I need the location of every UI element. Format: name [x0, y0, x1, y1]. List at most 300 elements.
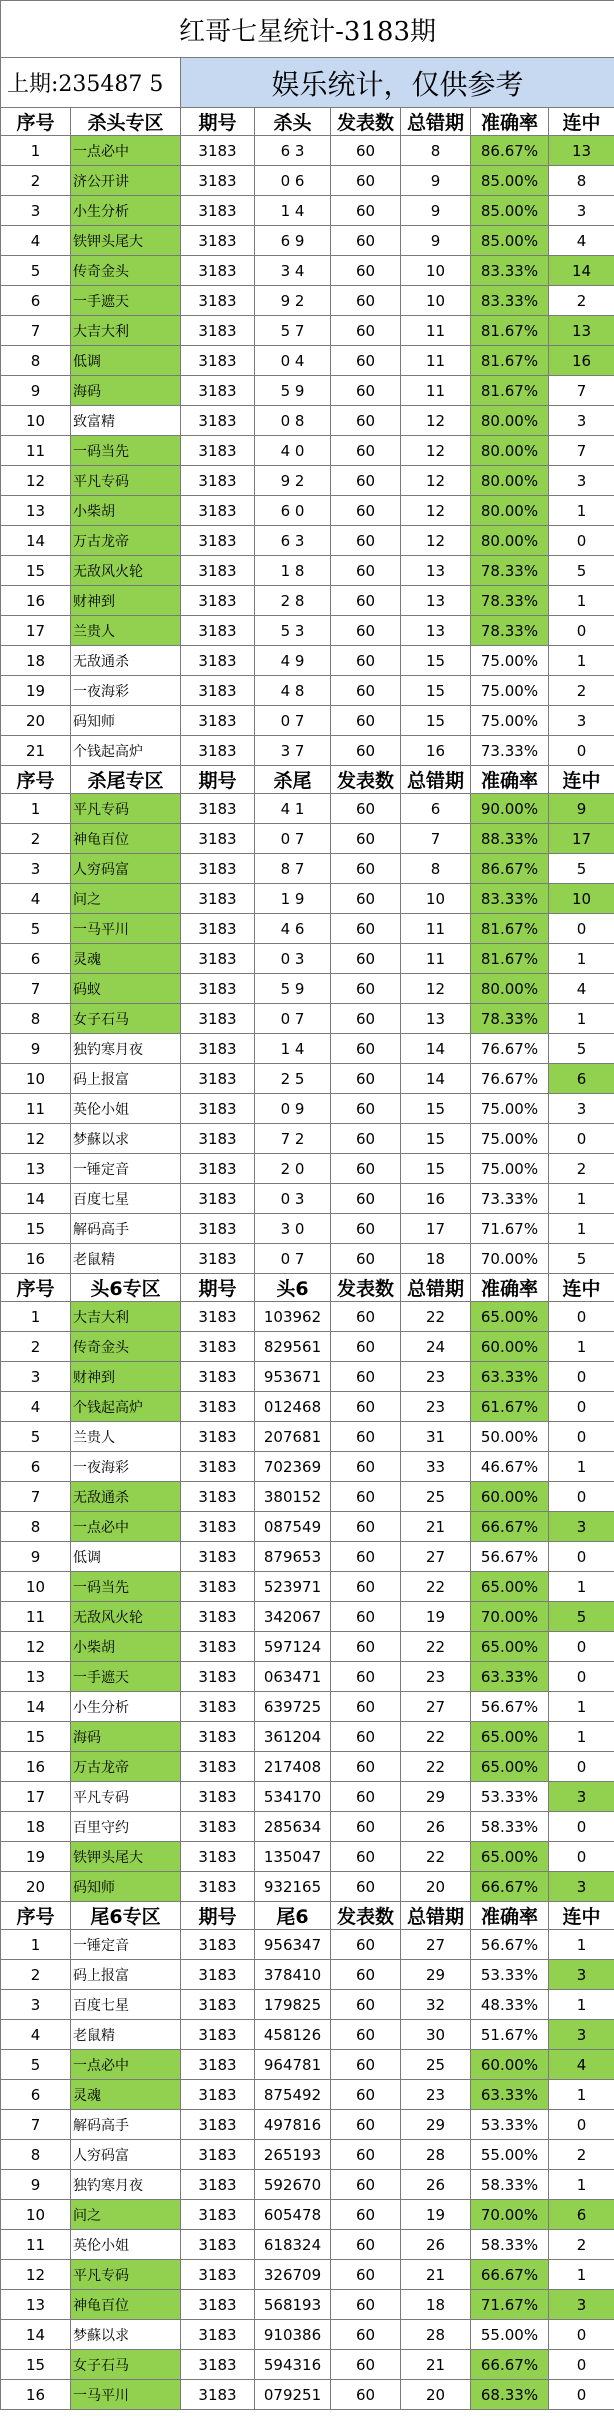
- column-header: 连中: [549, 1902, 614, 1930]
- table-row: [1, 1692, 614, 1722]
- accuracy-cell: 86.67%: [471, 136, 549, 166]
- misses-cell: 25: [401, 1482, 471, 1512]
- table-row: [1, 1930, 614, 1960]
- table-row: [1, 1602, 614, 1632]
- issue-cell: 3183: [181, 2140, 255, 2170]
- rank-cell: 20: [1, 1872, 71, 1902]
- column-header: 序号: [1, 766, 71, 794]
- accuracy-cell: 80.00%: [471, 526, 549, 556]
- accuracy-cell: 81.67%: [471, 944, 549, 974]
- streak-cell: 2: [549, 286, 614, 316]
- issue-cell: 3183: [181, 2020, 255, 2050]
- table-row: [1, 526, 614, 556]
- streak-cell: 1: [549, 1332, 614, 1362]
- accuracy-cell: 65.00%: [471, 1632, 549, 1662]
- streak-cell: 1: [549, 1722, 614, 1752]
- issue-cell: 3183: [181, 794, 255, 824]
- pick-cell: 5 9: [255, 974, 331, 1004]
- misses-cell: 16: [401, 736, 471, 766]
- pick-cell: 618324: [255, 2230, 331, 2260]
- expert-name-cell: 兰贵人: [71, 616, 181, 646]
- accuracy-cell: 63.33%: [471, 1662, 549, 1692]
- misses-cell: 29: [401, 1960, 471, 1990]
- issue-cell: 3183: [181, 824, 255, 854]
- table-row: [1, 854, 614, 884]
- table-row: [1, 376, 614, 406]
- misses-cell: 14: [401, 1034, 471, 1064]
- expert-name-cell: 传奇金头: [71, 256, 181, 286]
- streak-cell: 3: [549, 2290, 614, 2320]
- table-row: [1, 1542, 614, 1572]
- misses-cell: 13: [401, 556, 471, 586]
- streak-cell: 1: [549, 1930, 614, 1960]
- issue-cell: 3183: [181, 2380, 255, 2410]
- posts-cell: 60: [331, 646, 401, 676]
- rank-cell: 5: [1, 1422, 71, 1452]
- accuracy-cell: 73.33%: [471, 1184, 549, 1214]
- column-header: 杀尾专区: [71, 766, 181, 794]
- table-row: [1, 556, 614, 586]
- misses-cell: 12: [401, 406, 471, 436]
- misses-cell: 16: [401, 1184, 471, 1214]
- posts-cell: 60: [331, 526, 401, 556]
- pick-cell: 1 4: [255, 196, 331, 226]
- column-header: 头6专区: [71, 1274, 181, 1302]
- streak-cell: 13: [549, 316, 614, 346]
- streak-cell: 1: [549, 1004, 614, 1034]
- pick-cell: 953671: [255, 1362, 331, 1392]
- rank-cell: 5: [1, 256, 71, 286]
- posts-cell: 60: [331, 2170, 401, 2200]
- streak-cell: 0: [549, 1812, 614, 1842]
- pick-cell: 1 8: [255, 556, 331, 586]
- accuracy-cell: 66.67%: [471, 2260, 549, 2290]
- table-row: [1, 1752, 614, 1782]
- issue-cell: 3183: [181, 436, 255, 466]
- streak-cell: 0: [549, 1632, 614, 1662]
- expert-name-cell: 梦蘇以求: [71, 2320, 181, 2350]
- misses-cell: 15: [401, 646, 471, 676]
- accuracy-cell: 76.67%: [471, 1064, 549, 1094]
- column-header: 序号: [1, 108, 71, 136]
- posts-cell: 60: [331, 1572, 401, 1602]
- rank-cell: 8: [1, 1004, 71, 1034]
- accuracy-cell: 73.33%: [471, 736, 549, 766]
- misses-cell: 23: [401, 1662, 471, 1692]
- misses-cell: 19: [401, 2200, 471, 2230]
- posts-cell: 60: [331, 1662, 401, 1692]
- expert-name-cell: 老鼠精: [71, 2020, 181, 2050]
- issue-cell: 3183: [181, 646, 255, 676]
- issue-cell: 3183: [181, 406, 255, 436]
- pick-cell: 3 0: [255, 1214, 331, 1244]
- posts-cell: 60: [331, 974, 401, 1004]
- expert-name-cell: 英伦小姐: [71, 1094, 181, 1124]
- issue-cell: 3183: [181, 1124, 255, 1154]
- table-row: [1, 256, 614, 286]
- posts-cell: 60: [331, 1842, 401, 1872]
- table-row: [1, 2380, 614, 2410]
- streak-cell: 6: [549, 1064, 614, 1094]
- table-row: [1, 226, 614, 256]
- accuracy-cell: 75.00%: [471, 1094, 549, 1124]
- accuracy-cell: 78.33%: [471, 1004, 549, 1034]
- expert-name-cell: 致富精: [71, 406, 181, 436]
- column-header: 杀尾: [255, 766, 331, 794]
- misses-cell: 10: [401, 884, 471, 914]
- expert-name-cell: 海码: [71, 376, 181, 406]
- rank-cell: 19: [1, 676, 71, 706]
- issue-cell: 3183: [181, 1244, 255, 1274]
- misses-cell: 31: [401, 1422, 471, 1452]
- table-row: [1, 676, 614, 706]
- expert-name-cell: 灵魂: [71, 2080, 181, 2110]
- rank-cell: 4: [1, 2020, 71, 2050]
- pick-cell: 0 7: [255, 706, 331, 736]
- issue-cell: 3183: [181, 1064, 255, 1094]
- streak-cell: 1: [549, 2170, 614, 2200]
- posts-cell: 60: [331, 586, 401, 616]
- pick-cell: 910386: [255, 2320, 331, 2350]
- pick-cell: 207681: [255, 1422, 331, 1452]
- accuracy-cell: 80.00%: [471, 496, 549, 526]
- accuracy-cell: 58.33%: [471, 2230, 549, 2260]
- pick-cell: 378410: [255, 1960, 331, 1990]
- column-header: 总错期: [401, 766, 471, 794]
- expert-name-cell: 码蚁: [71, 974, 181, 1004]
- misses-cell: 33: [401, 1452, 471, 1482]
- column-header: 尾6: [255, 1902, 331, 1930]
- rank-cell: 9: [1, 2170, 71, 2200]
- issue-cell: 3183: [181, 2110, 255, 2140]
- issue-cell: 3183: [181, 346, 255, 376]
- table-row: [1, 1722, 614, 1752]
- misses-cell: 27: [401, 1692, 471, 1722]
- table-row: [1, 466, 614, 496]
- column-header: 总错期: [401, 1902, 471, 1930]
- expert-name-cell: 一锤定音: [71, 1154, 181, 1184]
- pick-cell: 380152: [255, 1482, 331, 1512]
- table-row: [1, 1512, 614, 1542]
- rank-cell: 13: [1, 1154, 71, 1184]
- column-header: 序号: [1, 1902, 71, 1930]
- streak-cell: 1: [549, 2260, 614, 2290]
- posts-cell: 60: [331, 1184, 401, 1214]
- misses-cell: 21: [401, 1512, 471, 1542]
- issue-cell: 3183: [181, 1662, 255, 1692]
- issue-cell: 3183: [181, 1542, 255, 1572]
- streak-cell: 0: [549, 2110, 614, 2140]
- expert-name-cell: 传奇金头: [71, 1332, 181, 1362]
- issue-cell: 3183: [181, 974, 255, 1004]
- pick-cell: 285634: [255, 1812, 331, 1842]
- issue-cell: 3183: [181, 1452, 255, 1482]
- misses-cell: 18: [401, 1244, 471, 1274]
- posts-cell: 60: [331, 1064, 401, 1094]
- pick-cell: 0 7: [255, 1004, 331, 1034]
- table-row: [1, 1362, 614, 1392]
- column-header: 期号: [181, 1274, 255, 1302]
- expert-name-cell: 大吉大利: [71, 316, 181, 346]
- expert-name-cell: 百里守约: [71, 1812, 181, 1842]
- table-row: [1, 196, 614, 226]
- pick-cell: 0 6: [255, 166, 331, 196]
- accuracy-cell: 66.67%: [471, 1872, 549, 1902]
- expert-name-cell: 梦蘇以求: [71, 1124, 181, 1154]
- table-row: [1, 2020, 614, 2050]
- expert-name-cell: 一手遮天: [71, 1662, 181, 1692]
- issue-cell: 3183: [181, 1482, 255, 1512]
- accuracy-cell: 83.33%: [471, 884, 549, 914]
- pick-cell: 4 1: [255, 794, 331, 824]
- posts-cell: 60: [331, 944, 401, 974]
- issue-cell: 3183: [181, 256, 255, 286]
- misses-cell: 15: [401, 676, 471, 706]
- rank-cell: 1: [1, 136, 71, 166]
- accuracy-cell: 76.67%: [471, 1034, 549, 1064]
- misses-cell: 18: [401, 2290, 471, 2320]
- streak-cell: 5: [549, 1034, 614, 1064]
- column-header: 发表数: [331, 766, 401, 794]
- accuracy-cell: 81.67%: [471, 346, 549, 376]
- posts-cell: 60: [331, 1004, 401, 1034]
- accuracy-cell: 85.00%: [471, 196, 549, 226]
- misses-cell: 9: [401, 226, 471, 256]
- misses-cell: 10: [401, 256, 471, 286]
- rank-cell: 7: [1, 2110, 71, 2140]
- column-header: 期号: [181, 108, 255, 136]
- accuracy-cell: 85.00%: [471, 166, 549, 196]
- pick-cell: 079251: [255, 2380, 331, 2410]
- expert-name-cell: 人穷码富: [71, 2140, 181, 2170]
- rank-cell: 5: [1, 914, 71, 944]
- streak-cell: 3: [549, 706, 614, 736]
- accuracy-cell: 55.00%: [471, 2140, 549, 2170]
- table-row: [1, 316, 614, 346]
- column-header: 期号: [181, 1902, 255, 1930]
- misses-cell: 6: [401, 794, 471, 824]
- issue-cell: 3183: [181, 586, 255, 616]
- misses-cell: 32: [401, 1990, 471, 2020]
- table-row: [1, 586, 614, 616]
- column-header: 发表数: [331, 108, 401, 136]
- misses-cell: 30: [401, 2020, 471, 2050]
- pick-cell: 568193: [255, 2290, 331, 2320]
- posts-cell: 60: [331, 346, 401, 376]
- column-header: 连中: [549, 108, 614, 136]
- pick-cell: 0 7: [255, 1244, 331, 1274]
- rank-cell: 12: [1, 1632, 71, 1662]
- posts-cell: 60: [331, 1124, 401, 1154]
- posts-cell: 60: [331, 1930, 401, 1960]
- accuracy-cell: 65.00%: [471, 1752, 549, 1782]
- rank-cell: 7: [1, 974, 71, 1004]
- rank-cell: 16: [1, 1752, 71, 1782]
- issue-cell: 3183: [181, 1154, 255, 1184]
- table-row: [1, 1184, 614, 1214]
- pick-cell: 087549: [255, 1512, 331, 1542]
- rank-cell: 17: [1, 616, 71, 646]
- pick-cell: 7 2: [255, 1124, 331, 1154]
- section-header-row: [1, 766, 614, 794]
- posts-cell: 60: [331, 1154, 401, 1184]
- expert-name-cell: 一锤定音: [71, 1930, 181, 1960]
- posts-cell: 60: [331, 2230, 401, 2260]
- misses-cell: 13: [401, 586, 471, 616]
- accuracy-cell: 81.67%: [471, 376, 549, 406]
- rank-cell: 3: [1, 196, 71, 226]
- posts-cell: 60: [331, 1362, 401, 1392]
- table-row: [1, 794, 614, 824]
- rank-cell: 11: [1, 2230, 71, 2260]
- last-draw-label: 上期:235487 5: [1, 58, 181, 108]
- table-row: [1, 944, 614, 974]
- posts-cell: 60: [331, 2020, 401, 2050]
- accuracy-cell: 80.00%: [471, 406, 549, 436]
- expert-name-cell: 女子石马: [71, 2350, 181, 2380]
- accuracy-cell: 75.00%: [471, 1124, 549, 1154]
- pick-cell: 534170: [255, 1782, 331, 1812]
- streak-cell: 7: [549, 436, 614, 466]
- rank-cell: 16: [1, 1244, 71, 1274]
- expert-name-cell: 一马平川: [71, 914, 181, 944]
- posts-cell: 60: [331, 1722, 401, 1752]
- table-row: [1, 286, 614, 316]
- rank-cell: 1: [1, 1302, 71, 1332]
- misses-cell: 10: [401, 286, 471, 316]
- misses-cell: 11: [401, 376, 471, 406]
- pick-cell: 179825: [255, 1990, 331, 2020]
- pick-cell: 956347: [255, 1930, 331, 1960]
- accuracy-cell: 75.00%: [471, 1154, 549, 1184]
- streak-cell: 0: [549, 1482, 614, 1512]
- misses-cell: 19: [401, 1602, 471, 1632]
- misses-cell: 17: [401, 1214, 471, 1244]
- misses-cell: 29: [401, 2110, 471, 2140]
- posts-cell: 60: [331, 1990, 401, 2020]
- issue-cell: 3183: [181, 1512, 255, 1542]
- rank-cell: 6: [1, 944, 71, 974]
- rank-cell: 7: [1, 1482, 71, 1512]
- streak-cell: 16: [549, 346, 614, 376]
- issue-cell: 3183: [181, 1602, 255, 1632]
- issue-cell: 3183: [181, 2080, 255, 2110]
- column-header: 期号: [181, 766, 255, 794]
- accuracy-cell: 65.00%: [471, 1722, 549, 1752]
- table-row: [1, 1782, 614, 1812]
- streak-cell: 3: [549, 1512, 614, 1542]
- column-header: 杀头: [255, 108, 331, 136]
- issue-cell: 3183: [181, 1872, 255, 1902]
- issue-cell: 3183: [181, 1782, 255, 1812]
- column-header: 连中: [549, 1274, 614, 1302]
- misses-cell: 13: [401, 616, 471, 646]
- pick-cell: 5 9: [255, 376, 331, 406]
- pick-cell: 265193: [255, 2140, 331, 2170]
- pick-cell: 964781: [255, 2050, 331, 2080]
- pick-cell: 5 7: [255, 316, 331, 346]
- table-row: [1, 2230, 614, 2260]
- pick-cell: 2 0: [255, 1154, 331, 1184]
- accuracy-cell: 70.00%: [471, 1602, 549, 1632]
- table-row: [1, 2200, 614, 2230]
- streak-cell: 2: [549, 676, 614, 706]
- pick-cell: 0 7: [255, 824, 331, 854]
- issue-cell: 3183: [181, 1422, 255, 1452]
- table-row: [1, 1244, 614, 1274]
- table-row: [1, 616, 614, 646]
- rank-cell: 1: [1, 1930, 71, 1960]
- table-row: [1, 136, 614, 166]
- pick-cell: 217408: [255, 1752, 331, 1782]
- posts-cell: 60: [331, 1422, 401, 1452]
- expert-name-cell: 百度七星: [71, 1184, 181, 1214]
- posts-cell: 60: [331, 436, 401, 466]
- pick-cell: 361204: [255, 1722, 331, 1752]
- misses-cell: 23: [401, 1362, 471, 1392]
- misses-cell: 11: [401, 914, 471, 944]
- rank-cell: 1: [1, 794, 71, 824]
- rank-cell: 15: [1, 2350, 71, 2380]
- issue-cell: 3183: [181, 2290, 255, 2320]
- expert-name-cell: 女子石马: [71, 1004, 181, 1034]
- accuracy-cell: 50.00%: [471, 1422, 549, 1452]
- issue-cell: 3183: [181, 286, 255, 316]
- rank-cell: 5: [1, 2050, 71, 2080]
- streak-cell: 0: [549, 1124, 614, 1154]
- accuracy-cell: 80.00%: [471, 974, 549, 1004]
- expert-name-cell: 解码高手: [71, 2110, 181, 2140]
- rank-cell: 20: [1, 706, 71, 736]
- accuracy-cell: 48.33%: [471, 1990, 549, 2020]
- posts-cell: 60: [331, 2140, 401, 2170]
- streak-cell: 0: [549, 2350, 614, 2380]
- issue-cell: 3183: [181, 2260, 255, 2290]
- rank-cell: 3: [1, 1990, 71, 2020]
- issue-cell: 3183: [181, 1930, 255, 1960]
- pick-cell: 932165: [255, 1872, 331, 1902]
- pick-cell: 9 2: [255, 466, 331, 496]
- rank-cell: 11: [1, 1094, 71, 1124]
- streak-cell: 14: [549, 256, 614, 286]
- rank-cell: 2: [1, 166, 71, 196]
- misses-cell: 11: [401, 944, 471, 974]
- streak-cell: 9: [549, 794, 614, 824]
- misses-cell: 11: [401, 316, 471, 346]
- rank-cell: 4: [1, 884, 71, 914]
- misses-cell: 24: [401, 1332, 471, 1362]
- streak-cell: 4: [549, 226, 614, 256]
- streak-cell: 0: [549, 914, 614, 944]
- misses-cell: 25: [401, 2050, 471, 2080]
- issue-cell: 3183: [181, 1692, 255, 1722]
- accuracy-cell: 46.67%: [471, 1452, 549, 1482]
- table-row: [1, 346, 614, 376]
- expert-name-cell: 独钓寒月夜: [71, 2170, 181, 2200]
- rank-cell: 12: [1, 466, 71, 496]
- rank-cell: 2: [1, 1332, 71, 1362]
- issue-cell: 3183: [181, 1184, 255, 1214]
- issue-cell: 3183: [181, 706, 255, 736]
- pick-cell: 6 3: [255, 526, 331, 556]
- rank-cell: 9: [1, 1542, 71, 1572]
- pick-cell: 0 4: [255, 346, 331, 376]
- posts-cell: 60: [331, 1960, 401, 1990]
- pick-cell: 497816: [255, 2110, 331, 2140]
- issue-cell: 3183: [181, 226, 255, 256]
- expert-name-cell: 一点必中: [71, 136, 181, 166]
- expert-name-cell: 人穷码富: [71, 854, 181, 884]
